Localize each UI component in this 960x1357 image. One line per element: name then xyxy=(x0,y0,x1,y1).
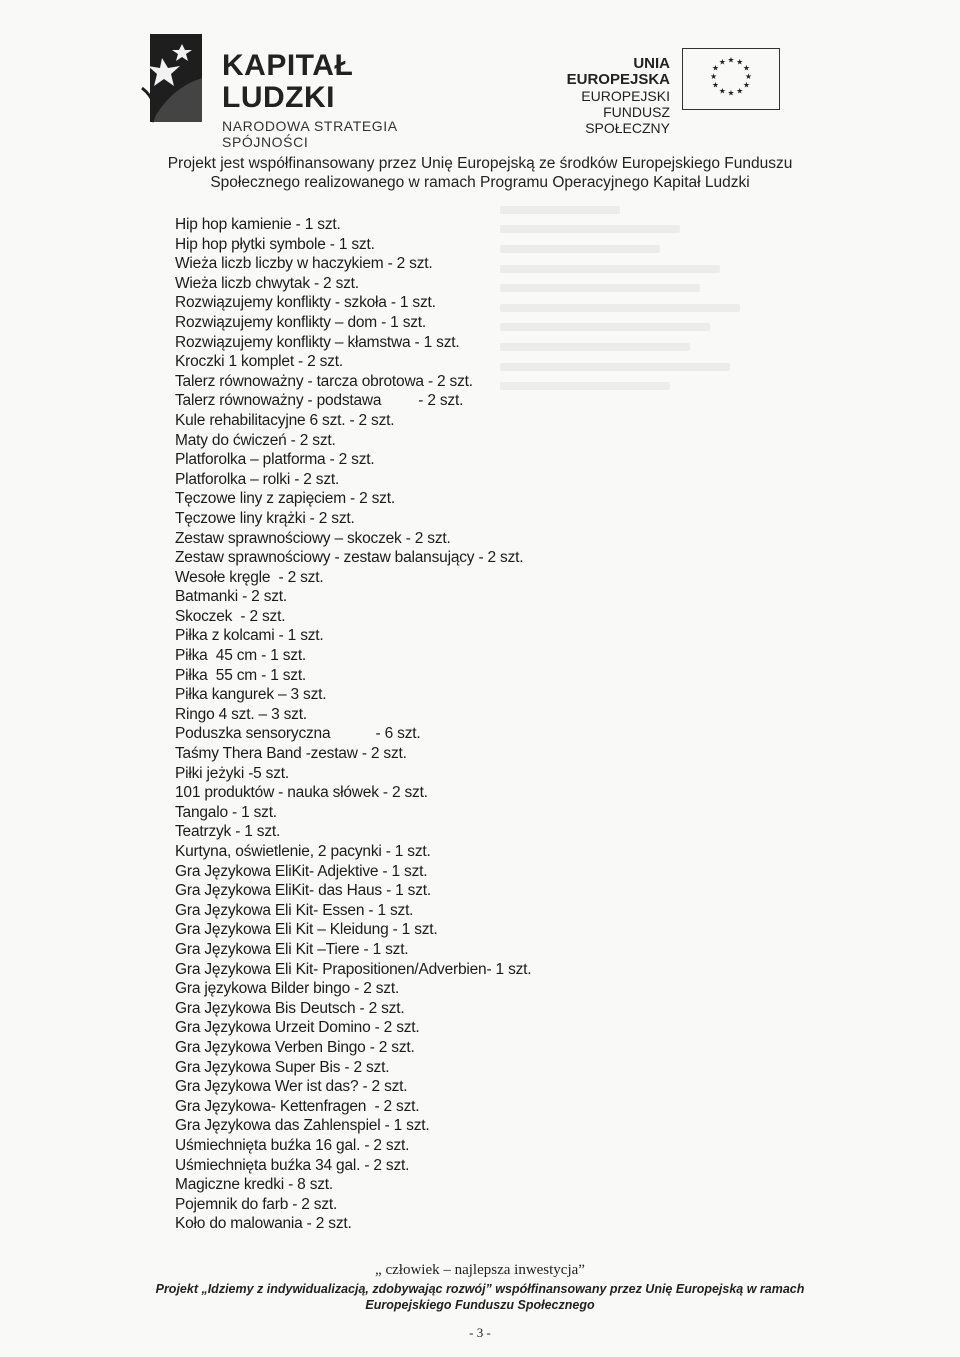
list-item: Ringo 4 szt. – 3 szt. xyxy=(175,705,307,723)
eu-logo-line3: FUNDUSZ SPOŁECZNY xyxy=(585,104,670,136)
list-item: Kroczki 1 komplet - 2 szt. xyxy=(175,353,343,371)
list-item: Magiczne kredki - 8 szt. xyxy=(175,1176,334,1194)
list-item: Tęczowe liny z zapięciem - 2 szt. xyxy=(175,490,395,508)
list-item: 101 produktów - nauka słówek - 2 szt. xyxy=(175,784,428,802)
list-item: Piłka 45 cm - 1 szt. xyxy=(175,647,307,665)
list-item: Tęczowe liny krążki - 2 szt. xyxy=(175,509,355,527)
svg-text:★: ★ xyxy=(736,57,744,67)
list-item: Gra Językowa Verben Bingo - 2 szt. xyxy=(175,1038,415,1056)
list-item: Gra Językowa Eli Kit –Tiere - 1 szt. xyxy=(175,940,409,958)
bleed-through-texture xyxy=(500,200,860,1250)
list-item: Uśmiechnięta buźka 34 gal. - 2 szt. xyxy=(175,1156,410,1174)
list-item: Talerz równoważny - podstawa - 2 szt. xyxy=(175,392,464,410)
logo-title: KAPITAŁ LUDZKI xyxy=(222,49,354,114)
svg-text:★: ★ xyxy=(712,63,719,73)
list-item: Platforolka – rolki - 2 szt. xyxy=(175,470,340,488)
list-item: Rozwiązujemy konflikty – kłamstwa - 1 szt. xyxy=(175,333,460,351)
list-item: Gra Językowa- Kettenfragen - 2 szt. xyxy=(175,1097,420,1115)
list-item: Maty do ćwiczeń - 2 szt. xyxy=(175,431,336,449)
list-item: Hip hop kamienie - 1 szt. xyxy=(175,216,341,233)
intro-line-2: Społecznego realizowanego w ramach Programu Operacyjnego Kapitał Ludzki xyxy=(210,174,750,191)
equipment-list xyxy=(175,215,531,1234)
eu-logo xyxy=(530,48,782,136)
list-item: Gra językowa Bilder bingo - 2 szt. xyxy=(175,980,400,998)
list-item: Uśmiechnięta buźka 16 gal. - 2 szt. xyxy=(175,1136,410,1154)
kapital-ludzki-emblem-icon xyxy=(140,28,210,128)
list-item: Skoczek - 2 szt. xyxy=(175,607,286,625)
document-footer xyxy=(0,1262,960,1341)
svg-text:★: ★ xyxy=(743,80,750,90)
svg-text:★: ★ xyxy=(727,88,735,98)
list-item: Tangalo - 1 szt. xyxy=(175,803,277,821)
footer-motto: „ człowiek – najlepsza inwestycja” xyxy=(375,1262,585,1278)
list-item: Gra Językowa Eli Kit – Kleidung - 1 szt. xyxy=(175,921,438,939)
footer-project-line-2: Europejskiego Funduszu Społecznego xyxy=(365,1298,595,1312)
list-item: Rozwiązujemy konflikty - szkoła - 1 szt. xyxy=(175,294,436,312)
list-item: Piłka z kolcami - 1 szt. xyxy=(175,627,324,645)
list-item: Piłka 55 cm - 1 szt. xyxy=(175,666,307,684)
list-item: Wieża liczb liczby w haczykiem - 2 szt. xyxy=(175,255,433,273)
eu-flag-icon xyxy=(682,48,780,110)
page-number: - 3 - xyxy=(469,1325,491,1340)
list-item: Poduszka sensoryczna - 6 szt. xyxy=(175,725,421,743)
list-item: Gra Językowa Eli Kit- Prapositionen/Adverbien- 1 szt. xyxy=(175,960,532,978)
list-item: Hip hop płytki symbole - 1 szt. xyxy=(175,235,375,253)
list-item: Gra Językowa Bis Deutsch - 2 szt. xyxy=(175,999,405,1017)
list-item: Zestaw sprawnościowy – skoczek - 2 szt. xyxy=(175,529,451,547)
list-item: Batmanki - 2 szt. xyxy=(175,588,288,606)
intro-line-1: Projekt jest współfinansowany przez Unię Europejską ze środków Europejskiego Funduszu xyxy=(167,155,793,172)
svg-text:★: ★ xyxy=(744,72,752,81)
list-item: Teatrzyk - 1 szt. xyxy=(175,823,281,841)
list-item: Kurtyna, oświetlenie, 2 pacynki - 1 szt. xyxy=(175,843,431,860)
svg-text:★: ★ xyxy=(743,63,750,73)
svg-text:★: ★ xyxy=(710,72,718,81)
list-item: Koło do malowania - 2 szt. xyxy=(175,1215,352,1233)
list-item: Taśmy Thera Band -zestaw - 2 szt. xyxy=(175,745,407,763)
list-item: Gra Językowa Eli Kit- Essen - 1 szt. xyxy=(175,901,414,919)
svg-text:★: ★ xyxy=(718,57,726,67)
list-item: Wesołe kręgle - 2 szt. xyxy=(175,568,324,586)
list-item: Rozwiązujemy konflikty – dom - 1 szt. xyxy=(175,313,427,331)
list-item: Gra Językowa EliKit- Adjektive - 1 szt. xyxy=(175,862,428,880)
kapital-ludzki-logo xyxy=(140,28,440,150)
eu-logo-line1: UNIA EUROPEJSKA xyxy=(566,55,670,88)
list-item: Gra Językowa EliKit- das Haus - 1 szt. xyxy=(175,882,431,900)
list-item: Piłki jeżyki -5 szt. xyxy=(175,764,289,782)
project-intro xyxy=(120,154,840,192)
svg-text:★: ★ xyxy=(718,86,726,96)
list-item: Wieża liczb chwytak - 2 szt. xyxy=(175,274,359,292)
logo-subtitle: NARODOWA STRATEGIA SPÓJNOŚCI xyxy=(222,118,397,150)
svg-text:★: ★ xyxy=(736,86,744,96)
document-header xyxy=(0,0,960,150)
eu-logo-line2: EUROPEJSKI xyxy=(581,88,670,104)
svg-text:★: ★ xyxy=(712,80,719,90)
list-item: Gra Językowa Urzeit Domino - 2 szt. xyxy=(175,1019,420,1037)
list-item: Piłka kangurek – 3 szt. xyxy=(175,686,327,704)
list-item: Gra Językowa das Zahlenspiel - 1 szt. xyxy=(175,1117,430,1135)
svg-text:★: ★ xyxy=(727,55,735,65)
list-item: Zestaw sprawnościowy - zestaw balansujący - 2 szt. xyxy=(175,549,524,567)
list-item: Talerz równoważny - tarcza obrotowa - 2 szt. xyxy=(175,372,473,390)
list-item: Pojemnik do farb - 2 szt. xyxy=(175,1195,338,1213)
list-item: Kule rehabilitacyjne 6 szt. - 2 szt. xyxy=(175,411,395,429)
footer-project-line-1: Projekt „Idziemy z indywidualizacją, zdobywając rozwój” współfinansowany przez Unię Europejską w ramach xyxy=(155,1282,805,1296)
list-item: Gra Językowa Super Bis - 2 szt. xyxy=(175,1058,390,1076)
list-item: Gra Językowa Wer ist das? - 2 szt. xyxy=(175,1078,408,1096)
list-item: Platforolka – platforma - 2 szt. xyxy=(175,451,375,469)
